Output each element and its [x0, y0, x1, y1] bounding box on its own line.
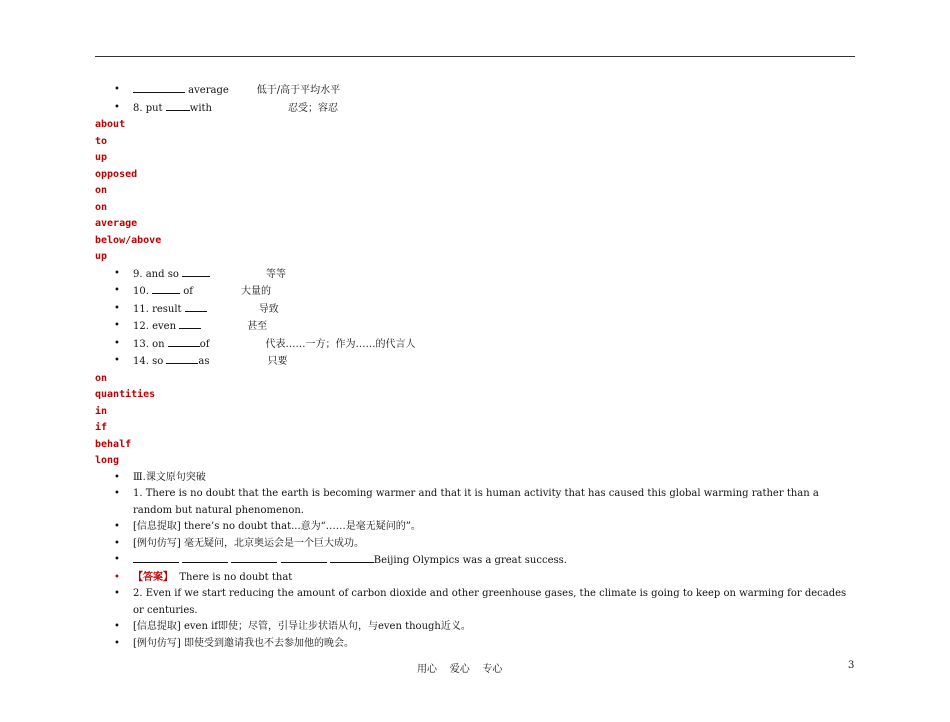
answer-word: about: [95, 119, 126, 130]
answer-word: in: [95, 405, 108, 417]
example-1: • [例句仿写] 毫无疑问，北京奥运会是一个巨大成功。: [114, 537, 364, 549]
vocab-suffix: of: [199, 338, 210, 350]
header-rule: [95, 56, 855, 57]
info-2: • [信息提取] even if即使；尽管，引导让步状语从句，与even though近义。: [114, 621, 471, 632]
vocab-group-1: [95, 82, 855, 117]
answer-word: on: [95, 201, 108, 213]
vocab-item: • 10. of 大量的: [114, 285, 271, 297]
vocab-item: • 14. so as 只要: [114, 355, 288, 367]
answer-word: on: [95, 185, 108, 196]
vocab-prefix: 9. and so: [133, 268, 183, 280]
vocab-meaning: 大量的: [241, 286, 271, 297]
fill-blank: [152, 283, 180, 294]
answer-word: long: [95, 455, 120, 466]
footer-motto: 用心 爱心 专心: [417, 664, 503, 675]
answer-group-1: [95, 117, 855, 266]
vocab-suffix: average: [185, 85, 229, 96]
vocab-prefix: 14. so: [133, 356, 167, 367]
info-1: • [信息提取] there’s no doubt that...意为“……是毫无疑问的”。: [114, 521, 421, 532]
fill-blank: [182, 266, 210, 277]
answer-word: opposed: [95, 168, 138, 180]
answer-word: if: [95, 422, 108, 433]
fill-blank: [166, 100, 190, 111]
answer-text: There is no doubt that: [179, 571, 293, 583]
vocab-item: • 11. result 导致: [114, 302, 279, 315]
vocab-meaning: 代表……一方；作为……的代言人: [265, 338, 416, 350]
vocab-item: • 13. on of 代表……一方；作为……的代言人: [114, 337, 416, 350]
vocab-suffix: of: [180, 286, 193, 297]
answer-group-2: [95, 371, 855, 470]
answer-label: 【答案】: [133, 571, 173, 583]
fill-blank: [179, 318, 201, 329]
vocab-meaning: 只要: [267, 356, 288, 367]
fill-blank: [133, 82, 185, 93]
page-content: [95, 82, 855, 652]
sentence-1: • 1. There is no doubt that the earth is becoming warmer and that it is human activity that has caused this global warming rather than a random but natural phenomenon.: [114, 488, 819, 516]
answer-word: up: [95, 152, 108, 163]
vocab-item: • 8. put with 忍受；容忍: [114, 101, 338, 114]
answer-word: on: [95, 372, 108, 384]
answer-word: up: [95, 251, 108, 262]
vocab-meaning: 忍受；容忍: [287, 102, 338, 114]
vocab-prefix: 11. result: [133, 303, 185, 315]
fill-blank: [168, 336, 200, 347]
fill-blank: [185, 301, 207, 312]
answer-word: behalf: [95, 438, 132, 450]
answer-word: to: [95, 135, 108, 147]
vocab-group-2: [95, 266, 855, 371]
vocab-prefix: 12. even: [133, 321, 180, 332]
sentence-2: • 2. Even if we start reducing the amount of carbon dioxide and other greenhouse gases, the climate is going to keep on warming for decades or centuries.: [114, 588, 847, 616]
section-heading-line: • Ⅲ.课文原句突破: [114, 471, 206, 483]
example-2: • [例句仿写] 即使受到邀请我也不去参加他的晚会。: [114, 637, 354, 649]
fill-blank: [166, 353, 198, 364]
vocab-prefix: 13. on: [133, 338, 168, 350]
answer-word: quantities: [95, 389, 156, 400]
vocab-suffix: as: [198, 356, 210, 367]
page-number: 3: [848, 660, 855, 671]
vocab-prefix: 10.: [133, 286, 153, 297]
answer-line: • 【答案】 There is no doubt that: [114, 571, 293, 583]
vocab-meaning: 低于/高于平均水平: [256, 85, 341, 96]
vocab-meaning: 等等: [266, 268, 287, 280]
fill-in-line: • Beijing Olympics was a great success.: [114, 554, 567, 566]
section-heading: Ⅲ.课文原句突破: [133, 471, 206, 483]
vocab-suffix: with: [189, 102, 212, 114]
answer-word: below/above: [95, 234, 162, 246]
vocab-item: • average 低于/高于平均水平: [114, 84, 341, 96]
vocab-item: • 12. even 甚至: [114, 320, 268, 332]
answer-word: average: [95, 218, 138, 229]
vocab-prefix: 8. put: [133, 102, 166, 114]
vocab-meaning: 甚至: [247, 321, 268, 332]
vocab-item: • 9. and so 等等: [114, 267, 287, 280]
vocab-meaning: 导致: [258, 303, 279, 315]
